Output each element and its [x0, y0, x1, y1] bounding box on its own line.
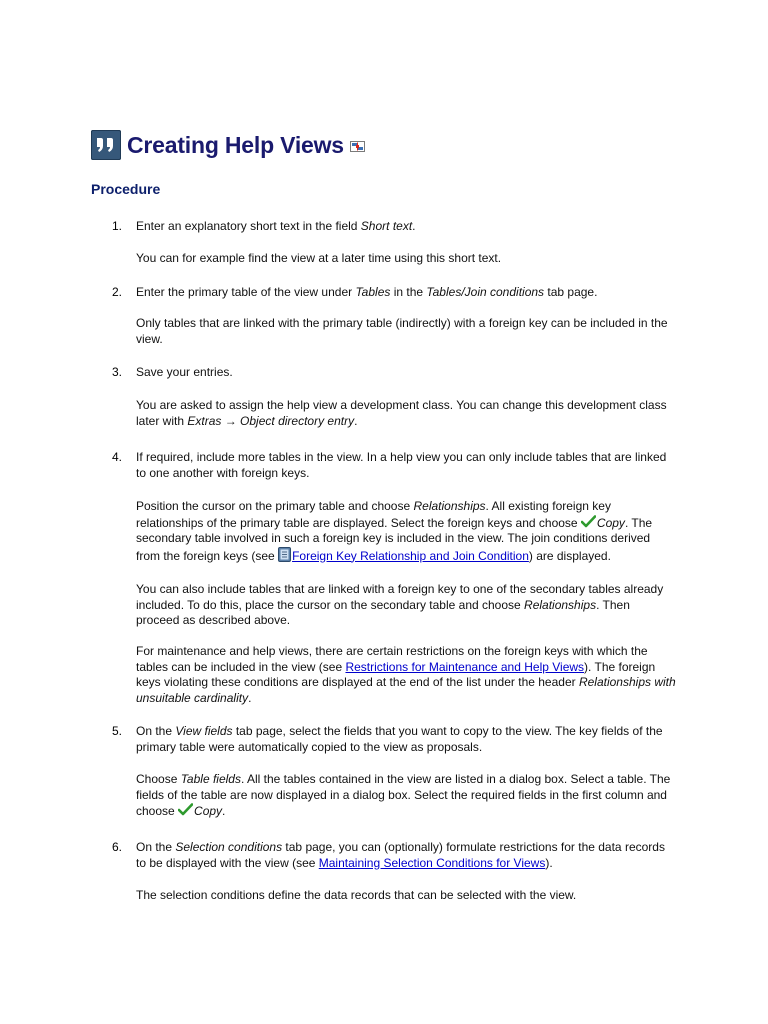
step-2-note: Only tables that are linked with the primary table (indirectly) with a foreign key can be included in the view. [136, 316, 668, 346]
step-5-note: Choose Table fields. All the tables contained in the view are listed in a dialog box. Select a table. The fields of the table are now displayed in a dialog box. Select the required fields in the first column and choose Copy. [136, 772, 671, 818]
step-4-note-restrictions: For maintenance and help views, there are certain restrictions on the foreign keys with which the tables can be included in the view (see Restrictions for Maintenance and Help Views). The foreign keys violating these conditions are displayed at the end of the list under the header Relationships with unsuitable cardinality. [136, 644, 676, 705]
link-restrictions-maintenance-help-views[interactable]: Restrictions for Maintenance and Help Views [345, 659, 585, 674]
link-maintaining-selection-conditions[interactable]: Maintaining Selection Conditions for Views [318, 855, 546, 870]
documentation-icon [278, 547, 291, 562]
link-foreign-key-relationship[interactable]: Foreign Key Relationship and Join Condition [292, 548, 529, 563]
step-5-text: On the View fields tab page, select the fields that you want to copy to the view. The key fields of the primary table were automatically copied to the view as proposals. [136, 724, 663, 754]
step-number: 4. [112, 450, 123, 464]
step-1-note: You can for example find the view at a later time using this short text. [136, 251, 502, 265]
sap-help-logo-icon [91, 130, 121, 160]
green-check-icon [178, 803, 193, 816]
step-4-note-relationships: Position the cursor on the primary table and choose Relationships. All existing foreign key relationships of the primary table are displayed. Select the foreign keys and choose Copy. The secondary table involved in such a foreign key is included in the view. The join conditions derived from the foreign keys (see Foreign Key Relationship and Join Condition) are displayed. [136, 499, 653, 563]
page-title-row [91, 128, 365, 162]
step-6-text: On the Selection conditions tab page, you can (optionally) formulate restrictions for the data records to be displayed with the view (see Maintaining Selection Conditions for Views). [136, 840, 665, 870]
step-4-note-secondary: You can also include tables that are linked with a foreign key to one of the secondary tables already included. To do this, place the cursor on the secondary table and choose Relationships. Then proceed as described above. [136, 582, 664, 627]
structure-link-icon[interactable] [350, 139, 365, 157]
step-number: 5. [112, 724, 123, 738]
section-heading: Procedure [91, 181, 161, 197]
field-name: Short text [360, 219, 413, 233]
step-4-text: If required, include more tables in the view. In a help view you can only include tables that are linked to one another with foreign keys. [136, 450, 667, 480]
step-3-text: Save your entries. [136, 365, 233, 379]
step-number: 1. [112, 219, 123, 233]
step-1-text: Enter an explanatory short text in the field Short text. [136, 219, 416, 233]
step-6-note: The selection conditions define the data records that can be selected with the view. [136, 888, 577, 902]
page-title: Creating Help Views [127, 131, 344, 158]
step-2-text: Enter the primary table of the view under Tables in the Tables/Join conditions tab page. [136, 285, 598, 299]
step-number: 3. [112, 365, 123, 379]
step-3-note: You are asked to assign the help view a development class. You can change this development class later with Extras → Object directory entry. [136, 398, 667, 428]
step-number: 2. [112, 285, 123, 299]
green-check-icon [581, 515, 596, 528]
step-number: 6. [112, 840, 123, 854]
